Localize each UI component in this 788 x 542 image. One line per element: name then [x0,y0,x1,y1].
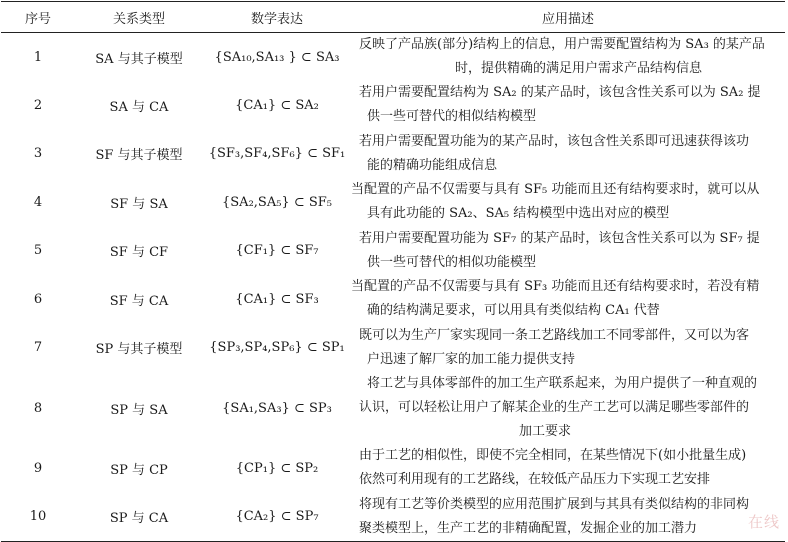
row-index: 7 [33,340,43,356]
row-index: 2 [33,97,43,113]
desc-line: 认识，可以轻松让用户了解某企业的生产工艺可以满足哪些零部件的 [359,400,750,415]
desc-line: 供一些可替代的相似结构模型 [367,109,537,125]
desc-line: 既可以为生产厂家实现同一条工艺路线加工不同零部件，又可以为客 [359,327,750,343]
row-math: {SA₁,SA₃} ⊂ SP₃ [222,400,332,416]
row-index: 6 [33,291,43,307]
row-index: 9 [33,460,43,476]
row-math: {SA₂,SA₅} ⊂ SF₅ [222,194,332,210]
row-relation: SA 与其子模型 [95,51,183,67]
header-relation-type: 关系类型 [75,2,203,33]
row-index: 3 [33,146,43,162]
row-math: {CA₁} ⊂ SF₃ [235,291,319,307]
table-row [1,178,785,227]
table-header-row [1,2,785,33]
table-row [1,227,785,276]
row-math: {CP₁} ⊂ SP₂ [235,460,319,476]
row-relation: SP 与 SA [110,402,168,418]
row-description [351,372,785,444]
row-description [351,324,785,373]
table-row [1,493,785,542]
row-index: 5 [33,243,43,259]
relation-table [1,1,785,542]
desc-line: 当配置的产品不仅需要与具有 SF₃ 功能而且还有结构要求时，若没有精 [351,279,760,295]
row-relation: SA 与 CA [109,99,169,115]
row-description [351,178,785,227]
table-row [1,33,785,82]
table-row [1,444,785,493]
desc-line: 将工艺与具体零部件的加工生产联系起来，为用户提供了一种直观的 [367,376,758,391]
row-index: 8 [33,400,43,416]
row-description [351,81,785,130]
desc-line: 加工要求 [519,424,572,439]
row-math: {CA₂} ⊂ SP₇ [203,493,351,542]
desc-line: 时，提供精确的满足用户需求产品结构信息 [455,61,703,76]
desc-line: 具有此功能的 SA₂、SA₅ 结构模型中选出对应的模型 [367,206,670,222]
row-relation: SP 与 CP [110,462,168,478]
row-relation: SP 与 CA [75,493,203,542]
header-math-expression: 数学表达 [203,2,351,33]
desc-line: 能的精确功能组成信息 [367,157,498,173]
desc-line: 若用户需要配置结构为 SA₂ 的某产品时，该包含性关系可以为 SA₂ 提 [359,85,761,101]
row-relation: SF 与其子模型 [95,148,183,164]
row-math: {SP₃,SP₄,SP₆} ⊂ SP₁ [209,340,345,356]
header-index: 序号 [1,2,75,33]
header-application-desc: 应用描述 [351,2,785,33]
row-description [351,227,785,276]
desc-line: 当配置的产品不仅需要与具有 SF₅ 功能而且还有结构要求时，就可以从 [351,182,760,198]
row-relation: SP 与其子模型 [95,342,183,358]
row-relation: SF 与 SA [110,196,168,212]
desc-line: 确的结构满足要求，可以用具有类似结构 CA₁ 代替 [367,303,660,319]
table-row [1,324,785,373]
row-relation: SF 与 CA [109,293,169,309]
desc-line: 由于工艺的相似性，即使不完全相同，在某些情况下(如小批量生成) [359,448,747,464]
row-index: 10 [1,493,75,542]
row-index: 1 [33,49,43,65]
row-description [351,275,785,324]
desc-line: 依然可利用现有的工艺路线，在较低产品压力下实现工艺安排 [359,472,711,488]
desc-line: 供一些可替代的相似功能模型 [367,254,537,270]
row-math: {SF₃,SF₄,SF₆} ⊂ SF₁ [208,146,346,162]
table-row [1,81,785,130]
row-math: {CF₁} ⊂ SF₇ [235,243,319,259]
table-row [1,130,785,179]
table-row [1,275,785,324]
relation-table-container [1,1,785,542]
row-description [351,493,785,542]
desc-line: 聚类模型上，生产工艺的非精确配置，发掘企业的加工潜力 [359,520,698,536]
desc-line: 若用户需要配置功能为的某产品时，该包含性关系即可迅速获得该功 [359,133,750,149]
desc-line: 反映了产品族(部分)结构上的信息，用户需要配置结构为 SA₃ 的某产品 [359,37,765,52]
row-description [351,130,785,179]
row-math: {CA₁} ⊂ SA₂ [235,97,319,113]
desc-line: 若用户需要配置功能为 SF₇ 的某产品时，该包含性关系可以为 SF₇ 提 [359,230,760,246]
row-description [351,444,785,493]
desc-line: 将现有工艺等价类模型的应用范围扩展到与其具有类似结构的非同构 [359,496,750,512]
row-index: 4 [33,194,43,210]
row-description [351,33,785,82]
row-relation: SF 与 CF [109,245,169,261]
desc-line: 户迅速了解厂家的加工能力提供支持 [367,351,576,367]
watermark: 在线 [747,513,780,531]
row-math: {SA₁₀,SA₁₃ } ⊂ SA₃ [214,49,340,65]
table-row [1,372,785,444]
